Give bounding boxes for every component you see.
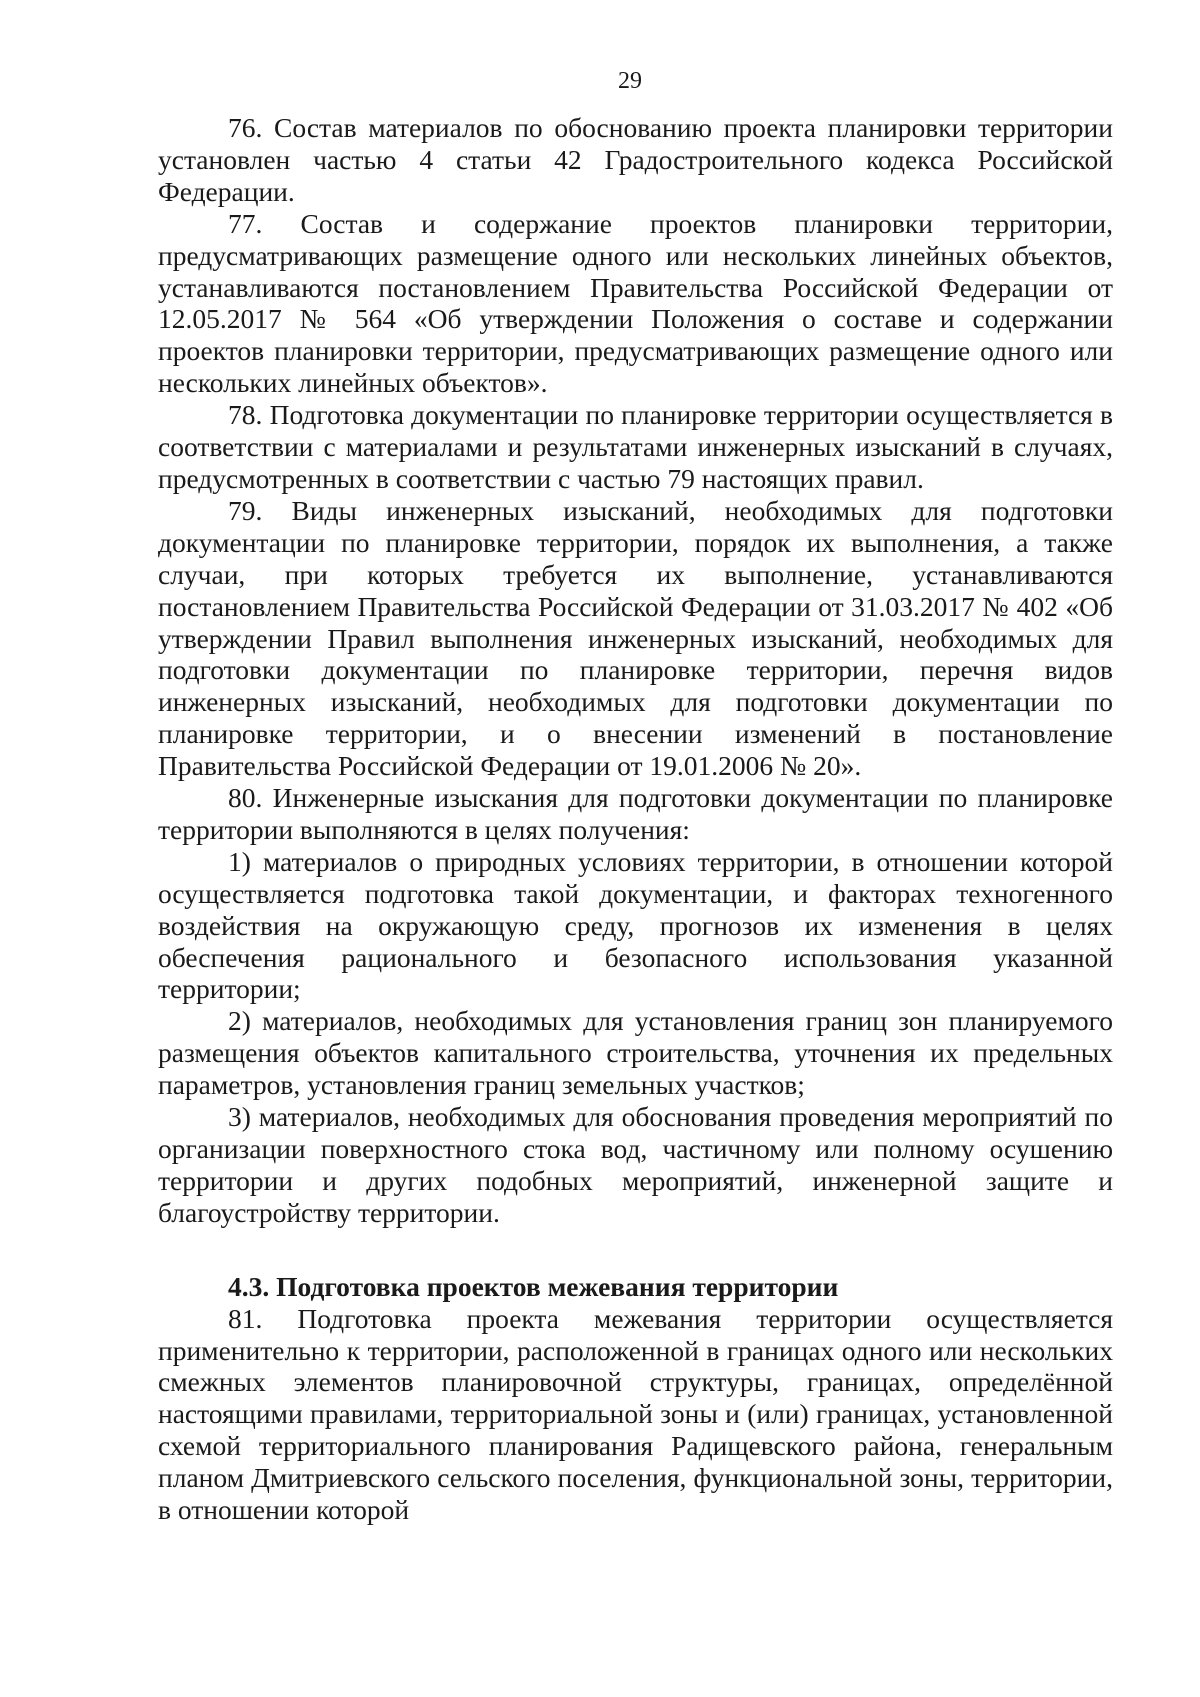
list-item-2: 2) материалов, необходимых для установления границ зон планируемого размещения объектов капитального строительства, уточнения их предельных параметров, установления границ земельных участков; [158, 1005, 1113, 1101]
page-number: 29 [618, 68, 642, 94]
paragraph-76: 76. Состав материалов по обоснованию проекта планировки территории установлен частью 4 статьи 42 Градостроительного кодекса Российской Федерации. [158, 112, 1113, 207]
list-item-1: 1) материалов о природных условиях территории, в отношении которой осуществляется подготовка такой документации, и факторах техногенного воздействия на окружающую среду, прогнозов их изменения в целях обеспечения рационального и безопасного использования указанной территории; [158, 845, 1113, 1005]
paragraph-77: 77. Состав и содержание проектов планировки территории, предусматривающих размещение одного или нескольких линейных объектов, устанавливаются постановлением Правительства Российской Федерации от 12.05.2017 № 564 «Об утверждении Положения о составе и содержании проектов планировки территории, предусматривающих размещение одного или нескольких линейных объектов». [158, 207, 1113, 399]
section-heading: 4.3. Подготовка проектов межевания территории [228, 1270, 839, 1302]
page-body [158, 112, 1113, 1526]
paragraph-79: 79. Виды инженерных изысканий, необходимых для подготовки документации по планировке территории, порядок их выполнения, а также случаи, при которых требуется их выполнение, устанавливаются постановлением Правительства Российской Федерации от 31.03.2017 № 402 «Об утверждении Правил выполнения инженерных изысканий, необходимых для подготовки документации по планировке территории, перечня видов инженерных изысканий, необходимых для подготовки документации по планировке территории, и о внесении изменений в постановление Правительства Российской Федерации от 19.01.2006 № 20». [158, 494, 1113, 782]
paragraph-80: 80. Инженерные изыскания для подготовки документации по планировке территории выполняются в целях получения: [158, 782, 1113, 845]
list-item-3: 3) материалов, необходимых для обоснования проведения мероприятий по организации поверхностного стока вод, частичному или полному осушению территории и других подобных мероприятий, инженерной защите и благоустройству территории. [158, 1101, 1113, 1228]
paragraph-78: 78. Подготовка документации по планировке территории осуществляется в соответствии с материалами и результатами инженерных изысканий в случаях, предусмотренных в соответствии с частью 79 настоящих правил. [158, 399, 1113, 494]
paragraph-81: 81. Подготовка проекта межевания территории осуществляется применительно к территории, расположенной в границах одного или нескольких смежных элементов планировочной структуры, границах, определённой настоящими правилами, территориальной зоны и (или) границах, установленной схемой территориального планирования Радищевского района, генеральным планом Дмитриевского сельского поселения, функциональной зоны, территории, в отношении которой [158, 1302, 1113, 1526]
